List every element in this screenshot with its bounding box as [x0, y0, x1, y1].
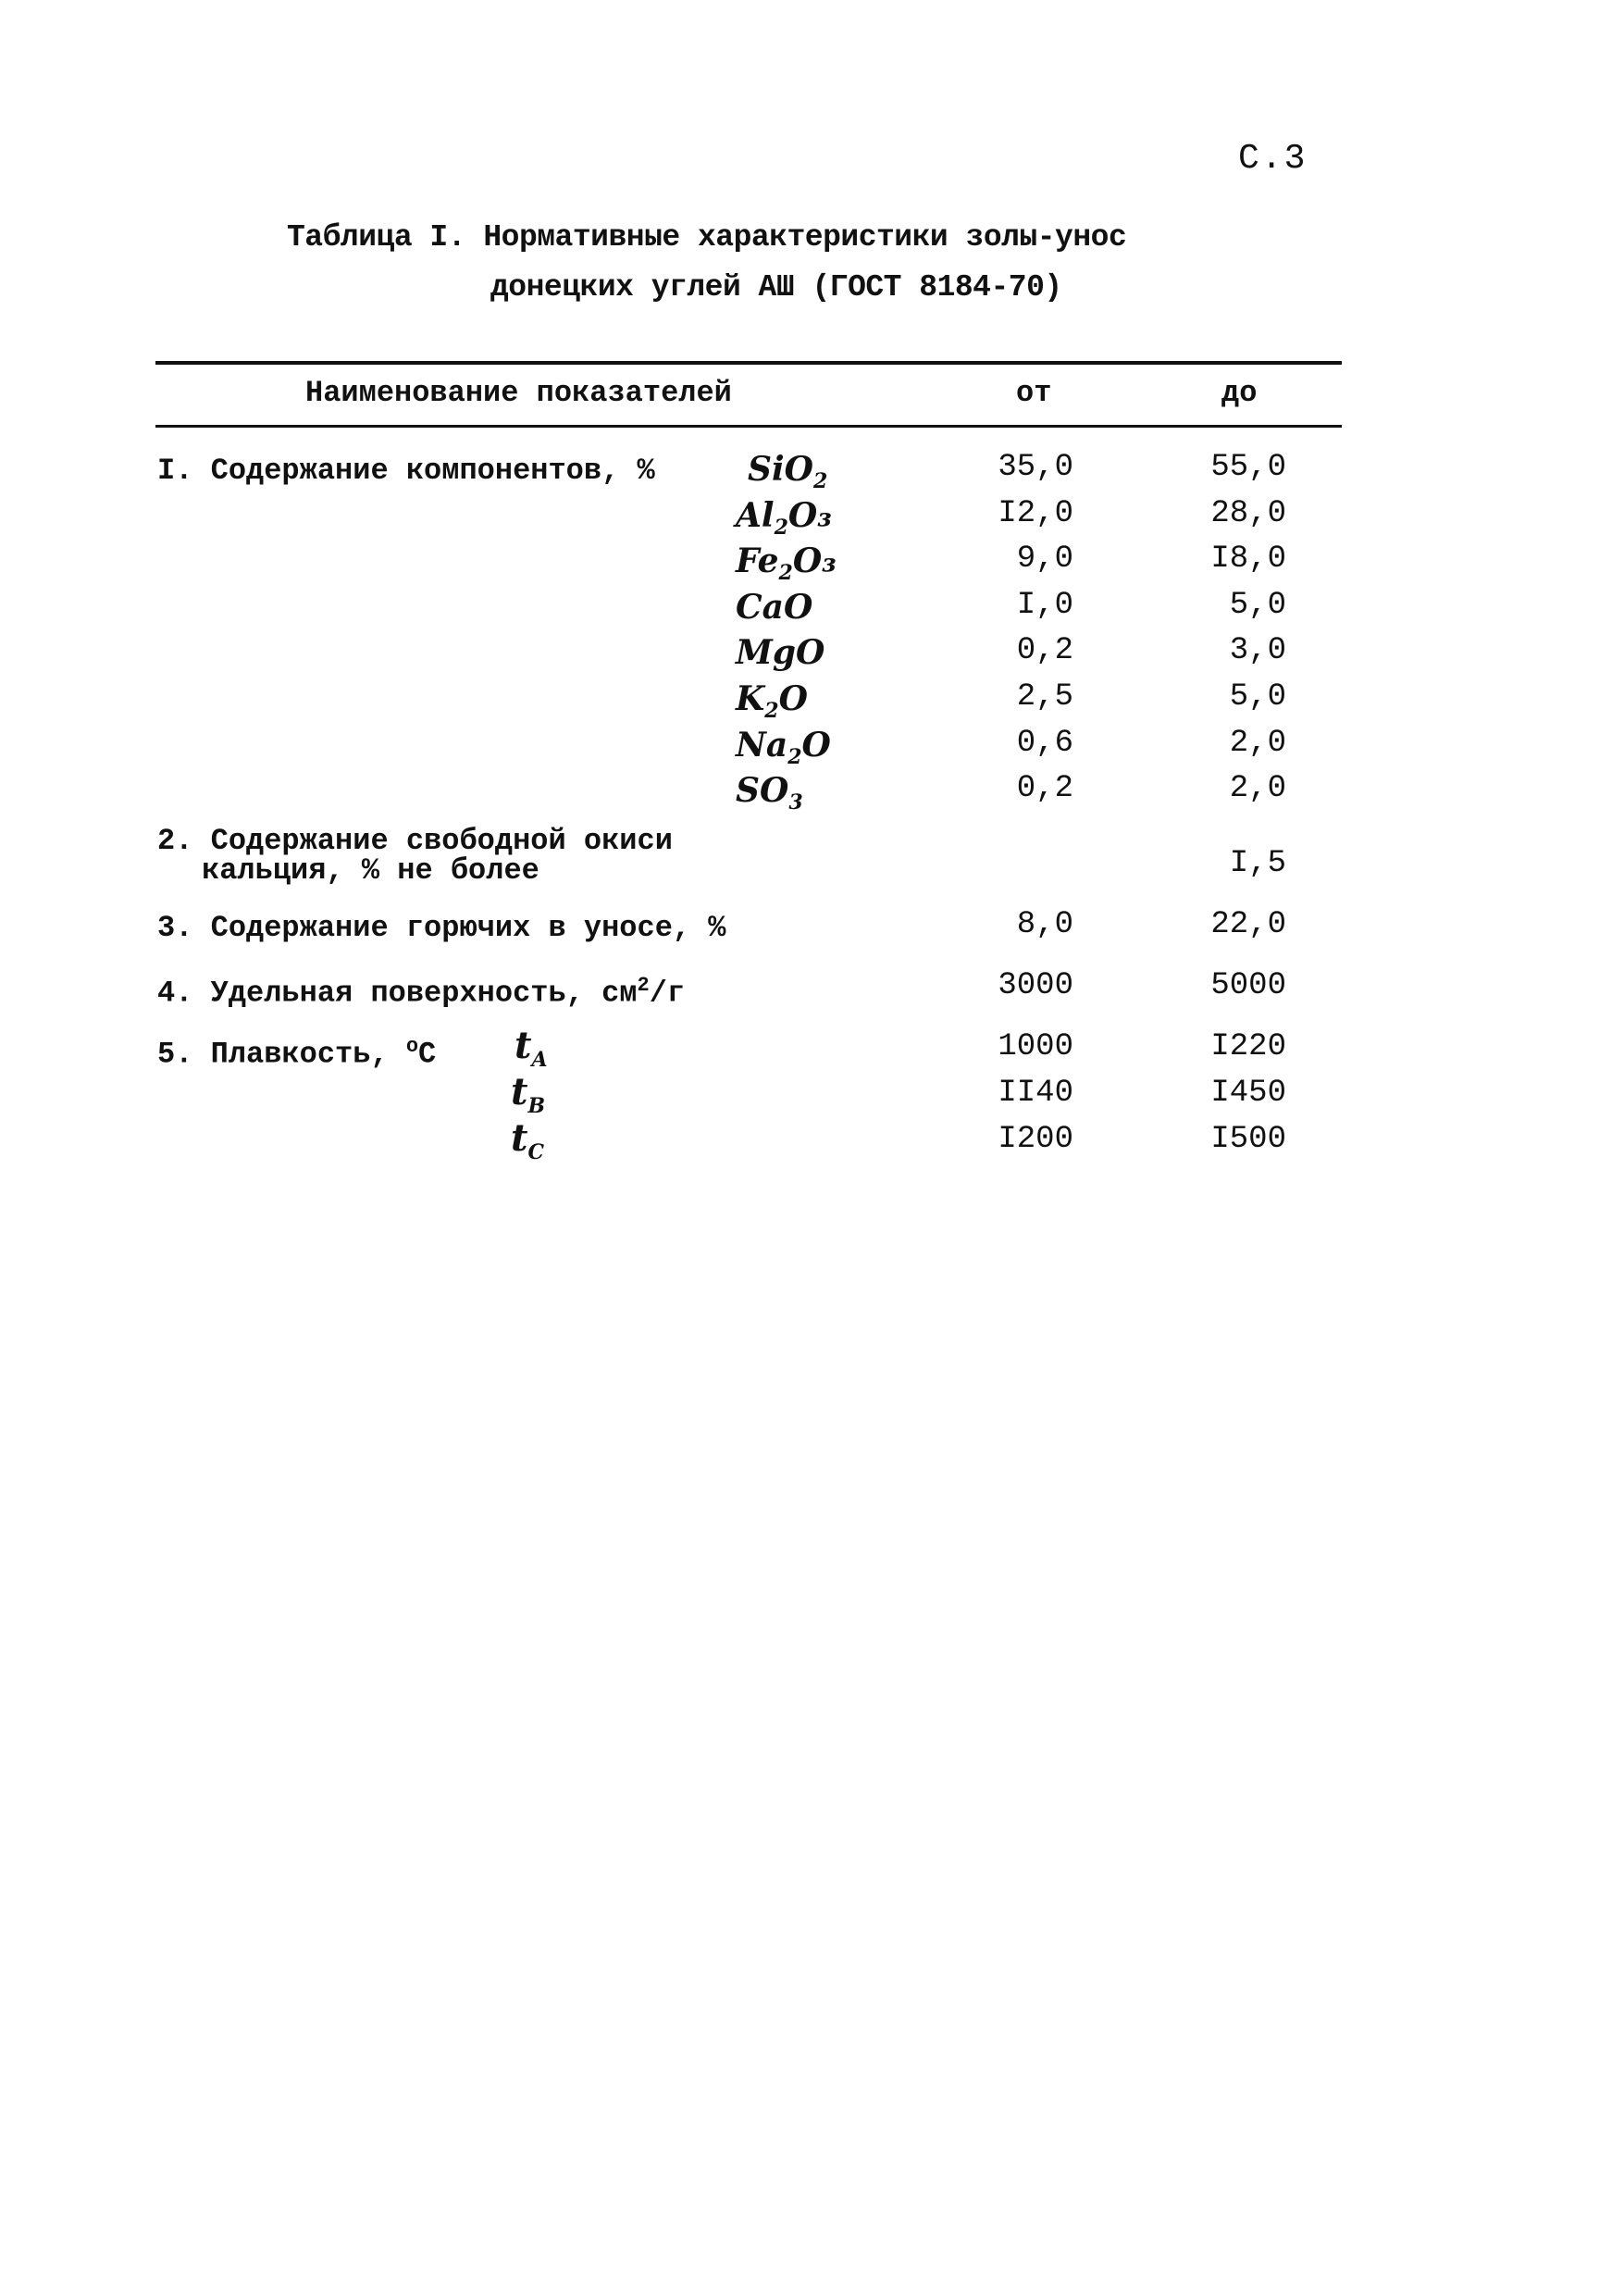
component-from: I,0 — [1016, 587, 1073, 623]
component-to: 5,0 — [1229, 587, 1286, 623]
row-5-label-text: 5. Плавкость, — [157, 1037, 406, 1072]
temperature-symbol-sub: B — [527, 1094, 546, 1118]
temperature-symbol-sub: A — [531, 1048, 548, 1072]
component-formula — [736, 496, 832, 540]
row-3-to: 22,0 — [1210, 907, 1286, 942]
component-formula — [736, 541, 837, 585]
formula-sub: 2 — [813, 469, 828, 494]
component-from: 2,5 — [1016, 679, 1073, 715]
formula-tail: O — [778, 679, 808, 718]
row-4-label-unit: /г — [649, 976, 686, 1011]
component-from: 0,2 — [1016, 633, 1073, 669]
component-from: 0,6 — [1016, 725, 1073, 761]
header-name: Наименование показателей — [305, 376, 732, 410]
row-2-to: I,5 — [1229, 846, 1286, 881]
formula-main: SiO — [748, 450, 814, 489]
row-5-label-degree: о — [405, 1035, 419, 1058]
component-to: I8,0 — [1210, 541, 1286, 578]
formula-main: K — [736, 679, 765, 718]
component-formula — [748, 450, 827, 493]
row-4-label — [157, 974, 685, 1011]
formula-tail: O₃ — [787, 495, 833, 535]
temperature-symbol — [511, 1070, 545, 1118]
row-5-label-unit: С — [418, 1037, 437, 1072]
formula-main: Fe — [736, 541, 779, 581]
component-from: 35,0 — [998, 450, 1073, 485]
row-4-label-text: 4. Удельная поверхность, см — [157, 976, 638, 1011]
temperature-symbol-main: t — [511, 1070, 528, 1113]
temperature-to: I500 — [1210, 1122, 1286, 1157]
component-to: 55,0 — [1210, 450, 1286, 485]
header-to: до — [1221, 376, 1258, 410]
table-top-rule — [155, 361, 1342, 365]
formula-sub: 2 — [787, 744, 802, 769]
temperature-from: I200 — [998, 1122, 1073, 1157]
temperature-symbol — [511, 1116, 544, 1164]
row-5-label — [157, 1035, 436, 1072]
row-1-label: I. Содержание компонентов, % — [157, 454, 655, 488]
component-from: I2,0 — [998, 495, 1073, 531]
temperature-symbol-main: t — [511, 1116, 528, 1160]
component-to: 2,0 — [1229, 771, 1286, 807]
page-number: С.3 — [1238, 139, 1308, 179]
formula-main: Na — [736, 725, 788, 765]
component-formula — [736, 726, 831, 769]
component-formula — [736, 633, 824, 672]
temperature-to: I450 — [1210, 1076, 1286, 1111]
component-to: 2,0 — [1229, 725, 1286, 761]
table-caption-line-1: Таблица I. Нормативные характеристики золы-унос — [287, 220, 1127, 255]
temperature-symbol — [514, 1024, 548, 1072]
component-to: 3,0 — [1229, 633, 1286, 669]
temperature-to: I220 — [1210, 1029, 1286, 1064]
row-3-label: 3. Содержание горючих в уносе, % — [157, 911, 726, 945]
row-4-label-sup: 2 — [637, 974, 650, 997]
formula-tail: O₃ — [792, 541, 837, 581]
formula-main: MgO — [736, 633, 825, 673]
formula-sub: 2 — [778, 561, 793, 586]
header-from: от — [1016, 376, 1052, 410]
row-2-label-line-1: 2. Содержание свободной окиси — [157, 824, 673, 858]
temperature-symbol-main: t — [514, 1024, 532, 1067]
component-to: 28,0 — [1210, 495, 1286, 531]
component-to: 5,0 — [1229, 679, 1286, 715]
temperature-from: 1000 — [998, 1029, 1073, 1064]
formula-main: Al — [736, 495, 775, 535]
component-from: 0,2 — [1016, 771, 1073, 807]
component-formula — [736, 679, 808, 723]
table-header-rule — [155, 425, 1342, 428]
component-formula — [736, 771, 803, 815]
component-from: 9,0 — [1016, 541, 1073, 578]
formula-main: SO — [736, 771, 789, 811]
table-caption-line-2: донецких углей АШ (ГОСТ 8184-70) — [490, 270, 1062, 305]
temperature-symbol-sub: C — [527, 1140, 544, 1164]
row-4-from: 3000 — [998, 968, 1073, 1003]
row-4-to: 5000 — [1210, 968, 1286, 1003]
formula-sub: 2 — [764, 699, 779, 724]
formula-sub: 3 — [788, 790, 803, 815]
formula-tail: O — [801, 725, 831, 765]
row-3-from: 8,0 — [1016, 907, 1073, 942]
component-formula — [736, 588, 812, 627]
formula-main: CaO — [736, 587, 813, 627]
formula-sub: 2 — [774, 515, 788, 540]
temperature-from: II40 — [998, 1076, 1073, 1111]
row-2-label-line-2: кальция, % не более — [202, 853, 539, 888]
